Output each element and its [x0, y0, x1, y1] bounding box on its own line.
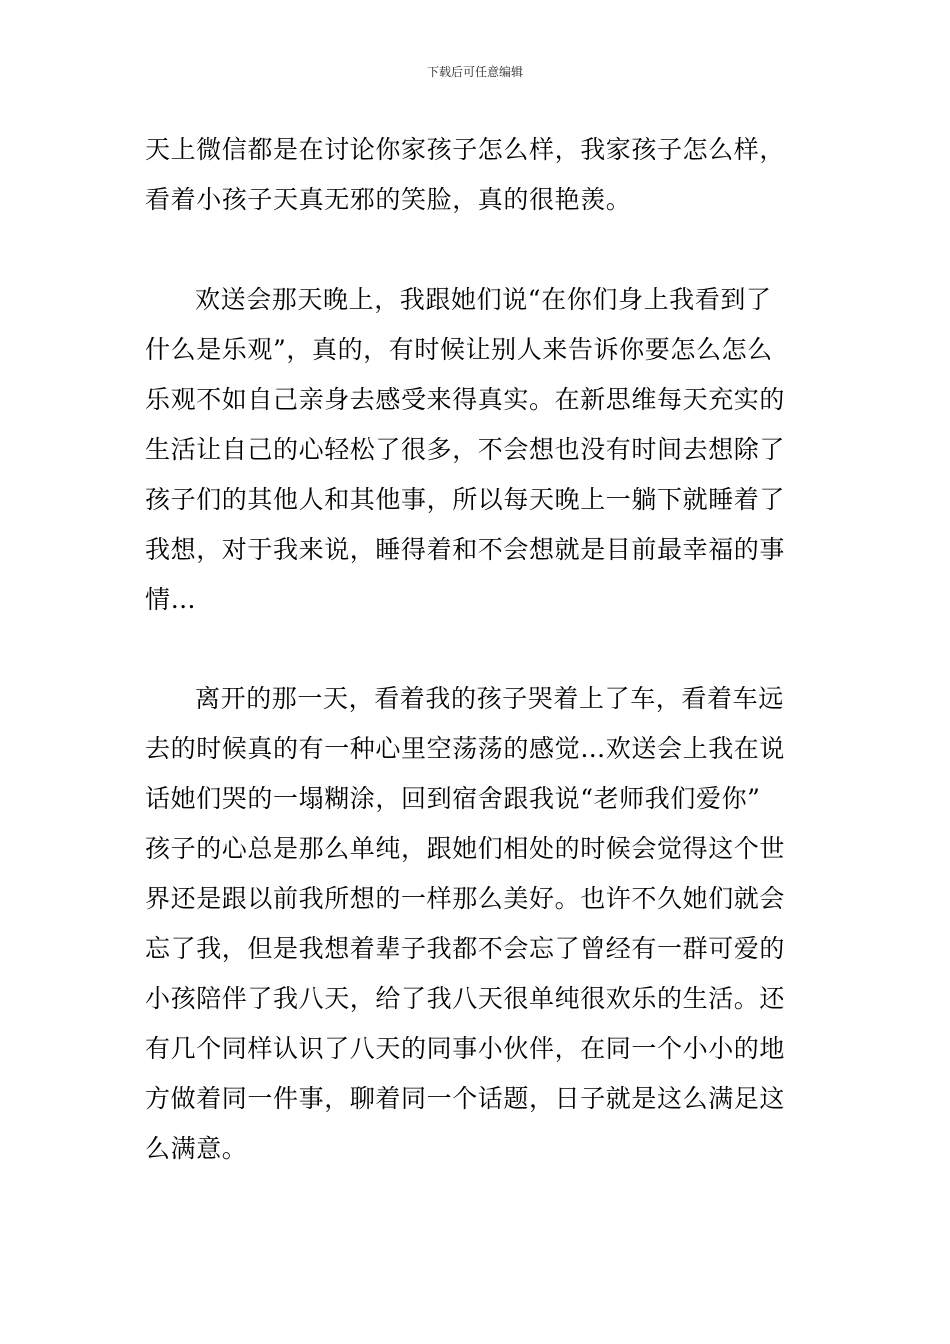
- text-line: 孩子们的其他人和其他事，所以每天晚上一躺下就睡着了: [145, 485, 786, 514]
- text-line: 天上微信都是在讨论你家孩子怎么样，我家孩子怎么样，: [145, 135, 786, 164]
- text-line: 看着小孩子天真无邪的笑脸，真的很艳羡。: [145, 185, 632, 214]
- text-line: 话她们哭的一塌糊涂，回到宿舍跟我说“老师我们爱你”: [145, 784, 761, 813]
- text-line: 离开的那一天，看着我的孩子哭着上了车，看着车远: [195, 684, 784, 713]
- text-line: 界还是跟以前我所想的一样那么美好。也许不久她们就会: [145, 884, 786, 913]
- text-line: 有几个同样认识了八天的同事小伙伴，在同一个小小的地: [145, 1034, 786, 1063]
- text-line: 我想，对于我来说，睡得着和不会想就是目前最幸福的事: [145, 535, 786, 564]
- text-line: 去的时候真的有一种心里空荡荡的感觉…欢送会上我在说: [145, 734, 786, 763]
- text-line: 生活让自己的心轻松了很多，不会想也没有时间去想除了: [145, 435, 786, 464]
- text-line: 方做着同一件事，聊着同一个话题，日子就是这么满足这: [145, 1084, 786, 1113]
- text-line: 乐观不如自己亲身去感受来得真实。在新思维每天充实的: [145, 385, 786, 414]
- text-line: 孩子的心总是那么单纯，跟她们相处的时候会觉得这个世: [145, 834, 786, 863]
- text-line: 忘了我，但是我想着辈子我都不会忘了曾经有一群可爱的: [145, 934, 786, 963]
- text-line: 么满意。: [145, 1134, 248, 1163]
- text-line: 情…: [145, 585, 197, 614]
- text-line: 欢送会那天晚上，我跟她们说“在你们身上我看到了: [195, 285, 772, 314]
- text-line: 小孩陪伴了我八天，给了我八天很单纯很欢乐的生活。还: [145, 984, 786, 1013]
- page-header-note: 下载后可任意编辑: [426, 65, 523, 79]
- text-line: 什么是乐观”，真的，有时候让别人来告诉你要怎么怎么: [145, 335, 773, 364]
